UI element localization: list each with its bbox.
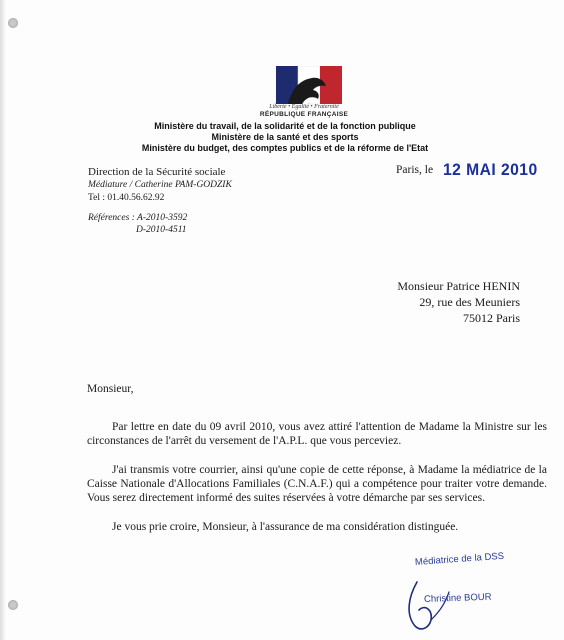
signatory-name: Christine BOUR bbox=[423, 591, 492, 605]
references bbox=[88, 212, 187, 236]
sender-block bbox=[88, 166, 232, 205]
phone-number: Tel : 01.40.56.62.92 bbox=[88, 193, 165, 203]
closing-paragraph: Je vous prie croire, Monsieur, à l'assurance de ma considération distinguée. bbox=[112, 521, 459, 533]
logo-motto: Liberté • Égalité • Fraternité bbox=[269, 104, 339, 110]
ministries-header bbox=[120, 121, 450, 154]
ministry-line: Ministère du budget, des comptes publics et de la réforme de l'Etat bbox=[141, 143, 429, 153]
reference-2: D-2010-4511 bbox=[136, 225, 187, 235]
recipient-street: 29, rue des Meuniers bbox=[419, 295, 520, 309]
reference-1: Références : A-2010-3592 bbox=[88, 213, 188, 223]
ministry-line: Ministère du travail, de la solidarité et de la fonction publique bbox=[154, 121, 416, 131]
logo-republic-label: RÉPUBLIQUE FRANÇAISE bbox=[259, 111, 349, 118]
recipient-name: Monsieur Patrice HENIN bbox=[397, 279, 520, 293]
letter-body bbox=[87, 382, 547, 549]
paragraph: Par lettre en date du 09 avril 2010, vous avez attiré l'attention de Madame la Ministre sur les circonstances de l'arrêt du versement de l'A.P.L. que vous perceviez. bbox=[87, 421, 547, 447]
paragraph: J'ai transmis votre courrier, ainsi qu'une copie de cette réponse, à Madame la médiatrice de la Caisse Nationale d'Allocations Familiales (C.N.A.F.) qui a compétence pour traiter votre demande. Vous serez directement informé des suites réservées à votre démarche par ses services. bbox=[87, 464, 547, 504]
signatory-title: Médiatrice de la DSS bbox=[414, 550, 505, 568]
mediature-line: Médiature / Catherine PAM-GODZIK bbox=[88, 180, 232, 190]
recipient-address bbox=[397, 278, 520, 326]
date-stamp: 12 MAI 2010 bbox=[443, 160, 538, 179]
punch-hole bbox=[8, 600, 18, 610]
direction-name: Direction de la Sécurité sociale bbox=[88, 166, 226, 178]
scan-edge bbox=[0, 0, 6, 640]
date-prefix: Paris, le bbox=[396, 164, 434, 176]
recipient-city: 75012 Paris bbox=[463, 311, 520, 325]
punch-hole bbox=[8, 18, 18, 28]
salutation: Monsieur, bbox=[87, 383, 134, 395]
ministry-line: Ministère de la santé et des sports bbox=[211, 132, 359, 142]
